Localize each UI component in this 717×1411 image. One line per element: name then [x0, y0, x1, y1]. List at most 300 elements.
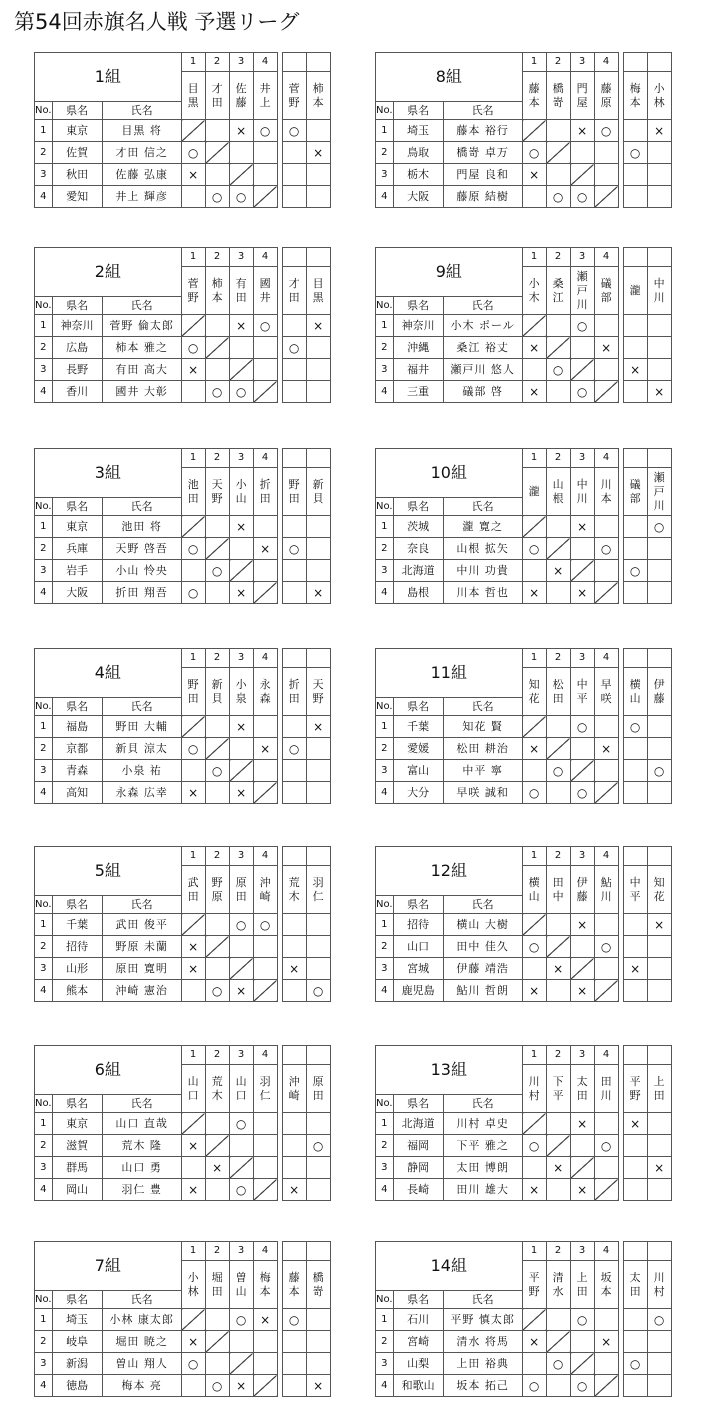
opponent-name-text: 門屋	[576, 81, 588, 109]
table-row	[376, 120, 672, 142]
player-name: 原田 寛明	[102, 958, 181, 980]
result-mark: ×	[594, 1331, 618, 1353]
self-match-diagonal	[522, 120, 546, 142]
player-name: 田中 佳久	[443, 936, 522, 958]
result-mark: ×	[229, 1375, 253, 1397]
extra-result-mark	[306, 186, 330, 208]
prefecture: 東京	[52, 1113, 102, 1135]
column-number: 2	[205, 53, 229, 72]
result-mark	[229, 538, 253, 560]
extra-result-mark: ×	[306, 315, 330, 337]
extra-opponent-name	[306, 72, 330, 120]
player-number: 1	[35, 716, 53, 738]
player-number: 3	[376, 164, 394, 186]
extra-opponent-text: 伊藤	[653, 677, 665, 705]
table-row	[35, 1157, 331, 1179]
opponent-name-text: 有田	[235, 276, 247, 304]
player-name: 横山 大樹	[443, 914, 522, 936]
extra-result-mark	[647, 142, 671, 164]
blank-header	[282, 1046, 306, 1065]
extra-result-mark	[623, 1135, 647, 1157]
table-row	[376, 337, 672, 359]
opponent-name-text: 早咲	[600, 677, 612, 705]
prefecture: 佐賀	[52, 142, 102, 164]
player-name: 鮎川 哲朗	[443, 980, 522, 1002]
player-number: 2	[35, 1135, 53, 1157]
extra-opponent-text: 横山	[629, 677, 641, 705]
opponent-name-text: 山根	[552, 477, 564, 505]
extra-result-mark	[623, 1179, 647, 1201]
result-mark: ○	[181, 582, 205, 604]
result-mark: ×	[229, 782, 253, 804]
extra-opponent-text: 上田	[653, 1074, 665, 1102]
column-number: 3	[570, 53, 594, 72]
self-match-diagonal	[253, 782, 277, 804]
extra-opponent-name	[282, 1065, 306, 1113]
self-match-diagonal	[570, 958, 594, 980]
extra-result-mark	[647, 538, 671, 560]
player-name: 小木 ポール	[443, 315, 522, 337]
result-mark: ×	[546, 560, 570, 582]
opponent-name	[181, 468, 205, 516]
result-mark	[522, 1353, 546, 1375]
extra-result-mark	[306, 1309, 330, 1331]
extra-result-mark	[623, 1157, 647, 1179]
table-row	[376, 1331, 672, 1353]
opponent-name-text: 天野	[211, 477, 223, 505]
extra-result-mark	[306, 337, 330, 359]
table-row	[35, 716, 331, 738]
opponent-name-text: 横山	[528, 875, 540, 903]
extra-opponent-name	[306, 866, 330, 914]
extra-result-mark	[623, 337, 647, 359]
prefecture: 栃木	[393, 164, 443, 186]
column-number: 1	[181, 649, 205, 668]
extra-opponent-text: 野田	[288, 477, 300, 505]
table-row	[35, 1309, 331, 1331]
opponent-name-text: 山口	[187, 1074, 199, 1102]
table-row	[376, 538, 672, 560]
extra-opponent-text: 新貝	[312, 477, 324, 505]
opponent-name-text: 川本	[600, 477, 612, 505]
result-mark	[570, 1331, 594, 1353]
opponent-name	[229, 866, 253, 914]
group-name: 3組	[35, 449, 182, 498]
blank-header	[282, 847, 306, 866]
result-mark	[253, 1113, 277, 1135]
extra-opponent-name	[306, 1261, 330, 1309]
self-match-diagonal	[570, 1353, 594, 1375]
column-number: 3	[570, 1242, 594, 1261]
column-number: 4	[253, 449, 277, 468]
player-name: 坂本 拓己	[443, 1375, 522, 1397]
extra-result-mark: ×	[306, 142, 330, 164]
prefecture: 東京	[52, 516, 102, 538]
extra-result-mark	[647, 1331, 671, 1353]
blank-header	[647, 649, 671, 668]
prefecture: 千葉	[52, 914, 102, 936]
result-mark: ×	[181, 164, 205, 186]
opponent-name	[546, 1065, 570, 1113]
opponent-name-text: 新貝	[211, 677, 223, 705]
prefecture: 北海道	[393, 560, 443, 582]
opponent-name-text: 清水	[552, 1270, 564, 1298]
extra-opponent-name	[282, 866, 306, 914]
table-row	[35, 760, 331, 782]
pref-header: 県名	[393, 698, 443, 716]
result-mark: ○	[229, 1113, 253, 1135]
opponent-name	[594, 267, 618, 315]
result-mark: ×	[522, 582, 546, 604]
result-mark: ○	[205, 560, 229, 582]
result-mark	[205, 1309, 229, 1331]
player-number: 4	[35, 980, 53, 1002]
opponent-name	[253, 72, 277, 120]
no-header: No.	[376, 498, 394, 516]
opponent-name	[522, 866, 546, 914]
table-row	[376, 1309, 672, 1331]
column-number: 2	[205, 649, 229, 668]
prefecture: 岩手	[52, 560, 102, 582]
prefecture: 東京	[52, 120, 102, 142]
table-row	[35, 1331, 331, 1353]
table-row	[35, 1135, 331, 1157]
column-number: 1	[522, 449, 546, 468]
column-number: 4	[594, 1242, 618, 1261]
result-mark	[594, 716, 618, 738]
no-header: No.	[35, 498, 53, 516]
player-number: 4	[376, 980, 394, 1002]
table-row	[35, 142, 331, 164]
extra-opponent-text: 荒木	[288, 875, 300, 903]
pref-header: 県名	[52, 498, 102, 516]
extra-result-mark	[306, 120, 330, 142]
column-number: 2	[205, 449, 229, 468]
prefecture: 沖縄	[393, 337, 443, 359]
extra-opponent-name	[623, 1065, 647, 1113]
table-row	[35, 560, 331, 582]
table-row	[35, 337, 331, 359]
extra-result-mark	[623, 381, 647, 403]
opponent-name	[205, 866, 229, 914]
extra-result-mark	[647, 980, 671, 1002]
result-mark	[205, 1113, 229, 1135]
player-name: 天野 啓吾	[102, 538, 181, 560]
opponent-name	[253, 866, 277, 914]
column-number: 4	[594, 1046, 618, 1065]
opponent-name-text: 小山	[235, 477, 247, 505]
prefecture: 北海道	[393, 1113, 443, 1135]
table-row	[35, 1375, 331, 1397]
prefecture: 新潟	[52, 1353, 102, 1375]
extra-result-mark	[623, 936, 647, 958]
extra-opponent-name	[647, 267, 671, 315]
result-mark: ×	[570, 516, 594, 538]
table-row	[376, 1157, 672, 1179]
result-mark	[253, 516, 277, 538]
extra-result-mark	[623, 782, 647, 804]
self-match-diagonal	[253, 582, 277, 604]
league-group-table	[34, 52, 331, 208]
opponent-name	[522, 1065, 546, 1113]
prefecture: 茨城	[393, 516, 443, 538]
prefecture: 島根	[393, 582, 443, 604]
extra-result-mark	[282, 516, 306, 538]
extra-opponent-text: 原田	[312, 1074, 324, 1102]
player-number: 4	[35, 1179, 53, 1201]
table-row	[35, 980, 331, 1002]
table-row	[376, 186, 672, 208]
opponent-name	[594, 468, 618, 516]
result-mark: ○	[594, 936, 618, 958]
self-match-diagonal	[546, 538, 570, 560]
group-name: 14組	[376, 1242, 523, 1291]
self-match-diagonal	[522, 1309, 546, 1331]
table-row	[376, 1375, 672, 1397]
player-number: 3	[35, 560, 53, 582]
result-mark	[594, 315, 618, 337]
result-mark	[522, 186, 546, 208]
player-number: 1	[35, 516, 53, 538]
extra-opponent-name	[282, 72, 306, 120]
extra-opponent-text: 橋嵜	[312, 1270, 324, 1298]
extra-result-mark: ○	[282, 337, 306, 359]
prefecture: 埼玉	[52, 1309, 102, 1331]
table-row	[35, 936, 331, 958]
extra-opponent-text: 才田	[288, 276, 300, 304]
extra-opponent-name	[647, 668, 671, 716]
player-number: 1	[376, 315, 394, 337]
result-mark	[546, 164, 570, 186]
result-mark	[205, 1179, 229, 1201]
result-mark: ×	[229, 516, 253, 538]
result-mark	[594, 914, 618, 936]
result-mark	[522, 1157, 546, 1179]
self-match-diagonal	[253, 980, 277, 1002]
self-match-diagonal	[522, 914, 546, 936]
league-group-table	[375, 1241, 672, 1397]
player-name: 太田 博朗	[443, 1157, 522, 1179]
opponent-name-text: 堀田	[211, 1270, 223, 1298]
league-group-table	[34, 846, 331, 1002]
result-mark: ×	[253, 538, 277, 560]
result-mark	[253, 1331, 277, 1353]
self-match-diagonal	[229, 958, 253, 980]
extra-result-mark	[282, 1135, 306, 1157]
result-mark: ○	[205, 381, 229, 403]
result-mark	[205, 164, 229, 186]
table-row	[376, 716, 672, 738]
column-number: 1	[522, 1242, 546, 1261]
extra-result-mark	[282, 1353, 306, 1375]
self-match-diagonal	[570, 760, 594, 782]
extra-result-mark	[306, 1331, 330, 1353]
blank-header	[282, 53, 306, 72]
name-header: 氏名	[443, 1291, 522, 1309]
result-mark	[205, 120, 229, 142]
pref-header: 県名	[52, 896, 102, 914]
column-number: 4	[594, 449, 618, 468]
prefecture: 京都	[52, 738, 102, 760]
result-mark	[181, 186, 205, 208]
table-row	[376, 782, 672, 804]
extra-result-mark	[623, 164, 647, 186]
extra-result-mark	[647, 186, 671, 208]
name-header: 氏名	[102, 498, 181, 516]
table-row	[35, 1113, 331, 1135]
column-number: 3	[229, 847, 253, 866]
extra-result-mark	[647, 936, 671, 958]
extra-opponent-name	[623, 72, 647, 120]
no-header: No.	[35, 1291, 53, 1309]
player-number: 4	[35, 582, 53, 604]
result-mark	[594, 164, 618, 186]
opponent-name-text: 松田	[552, 677, 564, 705]
column-number: 1	[181, 449, 205, 468]
table-row	[35, 1353, 331, 1375]
result-mark: ○	[522, 782, 546, 804]
result-mark: ○	[181, 538, 205, 560]
player-number: 1	[376, 1309, 394, 1331]
column-number: 1	[181, 248, 205, 267]
blank-header	[647, 248, 671, 267]
self-match-diagonal	[594, 381, 618, 403]
extra-result-mark	[647, 337, 671, 359]
extra-opponent-text: 中川	[653, 276, 665, 304]
player-name: 堀田 暁之	[102, 1331, 181, 1353]
league-group-table	[375, 52, 672, 208]
opponent-name-text: 曽山	[235, 1270, 247, 1298]
opponent-name-text: 中平	[576, 677, 588, 705]
extra-result-mark	[647, 359, 671, 381]
player-name: 小山 怜央	[102, 560, 181, 582]
opponent-name	[546, 468, 570, 516]
column-number: 3	[570, 1046, 594, 1065]
group-name: 2組	[35, 248, 182, 297]
self-match-diagonal	[546, 936, 570, 958]
opponent-name-text: 川村	[528, 1074, 540, 1102]
result-mark: ×	[253, 738, 277, 760]
opponent-name-text: 伊藤	[576, 875, 588, 903]
self-match-diagonal	[205, 337, 229, 359]
blank-header	[623, 248, 647, 267]
extra-result-mark	[282, 142, 306, 164]
table-row	[35, 516, 331, 538]
opponent-name	[229, 1065, 253, 1113]
result-mark	[229, 936, 253, 958]
result-mark: ○	[546, 359, 570, 381]
result-mark: ○	[522, 1135, 546, 1157]
self-match-diagonal	[546, 142, 570, 164]
player-name: 井上 輝彦	[102, 186, 181, 208]
player-number: 3	[376, 359, 394, 381]
extra-opponent-name	[647, 866, 671, 914]
result-mark: ○	[229, 381, 253, 403]
column-number: 1	[522, 847, 546, 866]
extra-opponent-name	[282, 1261, 306, 1309]
table-row	[35, 582, 331, 604]
extra-opponent-name	[623, 668, 647, 716]
extra-result-mark	[623, 516, 647, 538]
player-name: 菅野 倫太郎	[102, 315, 181, 337]
result-mark	[594, 142, 618, 164]
result-mark: ×	[522, 980, 546, 1002]
opponent-name	[205, 1065, 229, 1113]
table-row	[376, 980, 672, 1002]
result-mark	[546, 1113, 570, 1135]
result-mark: ○	[522, 936, 546, 958]
extra-opponent-name	[623, 866, 647, 914]
result-mark	[546, 1375, 570, 1397]
player-number: 4	[376, 1179, 394, 1201]
player-number: 3	[35, 760, 53, 782]
column-number: 4	[253, 53, 277, 72]
player-number: 4	[35, 782, 53, 804]
opponent-name-text: 坂本	[600, 1270, 612, 1298]
league-group-table	[375, 247, 672, 403]
name-header: 氏名	[443, 498, 522, 516]
extra-result-mark: ×	[282, 958, 306, 980]
extra-opponent-text: 平野	[629, 1074, 641, 1102]
extra-opponent-name	[306, 267, 330, 315]
extra-result-mark	[647, 1353, 671, 1375]
blank-header	[623, 1242, 647, 1261]
self-match-diagonal	[229, 1157, 253, 1179]
result-mark: ×	[522, 1179, 546, 1201]
result-mark	[546, 1179, 570, 1201]
prefecture: 兵庫	[52, 538, 102, 560]
result-mark	[253, 142, 277, 164]
table-row	[35, 958, 331, 980]
self-match-diagonal	[181, 1113, 205, 1135]
column-number: 2	[546, 847, 570, 866]
league-group-table	[375, 448, 672, 604]
opponent-name-text: 永森	[259, 677, 271, 705]
extra-result-mark	[306, 914, 330, 936]
player-name: 曽山 翔人	[102, 1353, 181, 1375]
result-mark: ○	[522, 538, 546, 560]
blank-header	[647, 449, 671, 468]
no-header: No.	[376, 297, 394, 315]
extra-opponent-name	[306, 668, 330, 716]
result-mark	[570, 337, 594, 359]
extra-result-mark: ○	[282, 738, 306, 760]
no-header: No.	[35, 297, 53, 315]
prefecture: 長崎	[393, 1179, 443, 1201]
blank-header	[647, 1242, 671, 1261]
extra-result-mark	[623, 1331, 647, 1353]
no-header: No.	[35, 102, 53, 120]
column-number: 4	[253, 649, 277, 668]
self-match-diagonal	[594, 186, 618, 208]
extra-result-mark	[282, 164, 306, 186]
table-row	[376, 914, 672, 936]
column-number: 2	[546, 1242, 570, 1261]
prefecture: 千葉	[393, 716, 443, 738]
result-mark: ×	[570, 1113, 594, 1135]
opponent-name-text: 小林	[187, 1270, 199, 1298]
result-mark	[205, 782, 229, 804]
player-number: 4	[35, 381, 53, 403]
name-header: 氏名	[443, 1095, 522, 1113]
opponent-name	[229, 468, 253, 516]
result-mark	[570, 142, 594, 164]
extra-result-mark	[282, 760, 306, 782]
player-name: 橋嵜 卓万	[443, 142, 522, 164]
extra-result-mark	[306, 1353, 330, 1375]
extra-result-mark	[623, 186, 647, 208]
extra-result-mark	[282, 716, 306, 738]
